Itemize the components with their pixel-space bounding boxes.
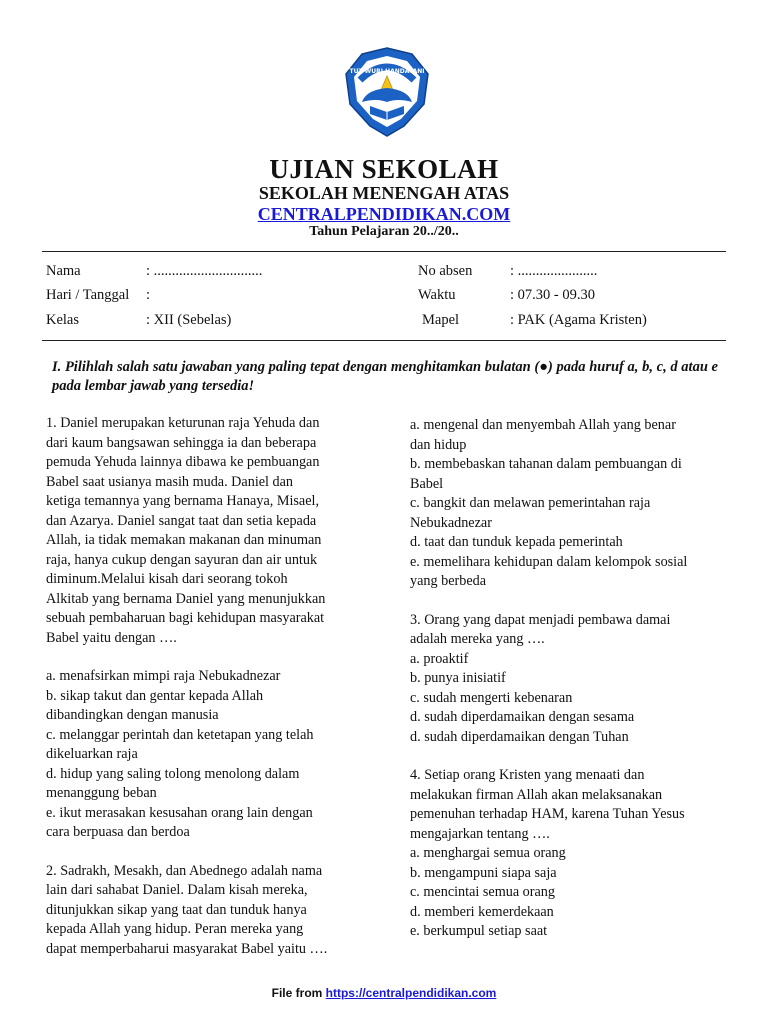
name-label: Nama [46, 263, 81, 279]
spacer [46, 648, 386, 667]
question-line: d. taat dan tunduk kepada pemerintah [410, 534, 623, 550]
subject-value: : PAK (Agama Kristen) [510, 312, 647, 328]
question-line: menanggung beban [46, 785, 157, 801]
question-line: d. sudah diperdamaikan dengan sesama [410, 709, 635, 725]
question-line: Babel saat usianya masih muda. Daniel dan [46, 473, 294, 490]
question-line: c. mencintai semua orang [410, 884, 555, 900]
question-line: Alkitab yang bernama Daniel yang menunjukkan [46, 590, 326, 607]
spacer [46, 843, 386, 862]
name-field[interactable]: : .............................. [146, 263, 263, 279]
question-line: raja, hanya cukup dengan sayuran dan air untuk [46, 551, 318, 568]
question-line: Babel [410, 475, 444, 492]
subject-label: Mapel [422, 312, 460, 328]
question-line: dan hidup [410, 436, 467, 453]
question-line: sebuah pembaharuan bagi kehidupan masyarakat [46, 610, 325, 626]
spacer [410, 747, 740, 766]
question-line: d. sudah diperdamaikan dengan Tuhan [410, 728, 629, 745]
footer-prefix: File from [271, 986, 323, 1000]
question-line: adalah mereka yang …. [410, 631, 545, 647]
spacer [410, 592, 740, 611]
question-line: e. ikut merasakan kesusahan orang lain dengan [46, 804, 313, 821]
question-line: Babel yaitu dengan …. [46, 629, 177, 646]
question-line: a. menafsirkan mimpi raja Nebukadnezar [46, 668, 281, 684]
question-line: 1. Daniel merupakan keturunan raja Yehuda dan [46, 415, 320, 431]
class-value: : XII (Sebelas) [146, 312, 232, 328]
time-value: : 07.30 - 09.30 [510, 287, 595, 303]
school-name: SEKOLAH MENENGAH ATAS [258, 183, 510, 203]
school-logo [342, 46, 432, 138]
question-line: ketiga temannya yang bernama Hanaya, Misael, [46, 493, 319, 509]
question-line: pemenuhan terhadap HAM, karena Tuhan Yesus [410, 806, 685, 822]
question-line: a. proaktif [410, 650, 469, 667]
question-line: yang berbeda [410, 573, 487, 589]
time-label: Waktu [418, 287, 456, 303]
question-line: dapat memperbaharui masyarakat Babel yaitu …. [46, 940, 328, 957]
question-line: Nebukadnezar [410, 514, 492, 531]
question-line: Allah, ia tidak memakan makanan dan minuman [46, 532, 322, 548]
question-line: dibandingkan dengan manusia [46, 707, 219, 723]
question-line: diminum.Melalui kisah dari seorang tokoh [46, 571, 288, 587]
question-line: d. hidup yang saling tolong menolong dalam [46, 765, 300, 782]
question-line: e. berkumpul setiap saat [410, 923, 548, 939]
question-line: cara berpuasa dan berdoa [46, 824, 190, 840]
question-line: pemuda Yehuda lainnya dibawa ke pembuangan [46, 454, 320, 470]
header-rule-bottom [42, 340, 726, 341]
question-line: 3. Orang yang dapat menjadi pembawa damai [410, 611, 671, 628]
question-line: b. punya inisiatif [410, 670, 506, 686]
footer [0, 986, 768, 1000]
question-line: 4. Setiap orang Kristen yang menaati dan [410, 767, 645, 783]
exam-title: UJIAN SEKOLAH [269, 154, 499, 184]
class-label: Kelas [46, 312, 80, 328]
instruction: I. Pilihlah salah satu jawaban yang paling tepat dengan menghitamkan bulatan (●) pada huruf a, b, c, d atau e pada lembar jawab yang tersedia! [52, 359, 718, 394]
absen-field[interactable]: : ...................... [510, 263, 598, 279]
question-line: lain dari sahabat Daniel. Dalam kisah mereka, [46, 882, 308, 898]
date-field[interactable]: : [146, 287, 151, 303]
left-column [46, 414, 386, 959]
question-line: d. memberi kemerdekaan [410, 903, 554, 920]
question-line: a. menghargai semua orang [410, 845, 566, 861]
right-column [410, 416, 740, 942]
question-line: c. sudah mengerti kebenaran [410, 689, 573, 706]
question-line: b. mengampuni siapa saja [410, 864, 557, 881]
academic-year: Tahun Pelajaran 20../20.. [309, 224, 459, 239]
date-label: Hari / Tanggal [46, 287, 130, 303]
question-line: mengajarkan tentang …. [410, 825, 550, 842]
question-line: 2. Sadrakh, Mesakh, dan Abednego adalah nama [46, 862, 323, 879]
site-link[interactable]: CENTRALPENDIDIKAN.COM [257, 204, 511, 224]
question-line: ditunjukkan sikap yang taat dan tunduk hanya [46, 901, 307, 918]
question-line: e. memelihara kehidupan dalam kelompok sosial [410, 553, 688, 570]
question-line: b. sikap takut dan gentar kepada Allah [46, 687, 264, 704]
question-line: b. membebaskan tahanan dalam pembuangan di [410, 456, 682, 472]
question-line: kepada Allah yang hidup. Peran mereka yang [46, 921, 304, 937]
question-line: dikeluarkan raja [46, 746, 138, 762]
question-line: c. bangkit dan melawan pemerintahan raja [410, 495, 651, 511]
absen-label: No absen [418, 263, 473, 279]
question-line: dari kaum bangsawan sehingga ia dan beberapa [46, 434, 317, 451]
question-line: a. mengenal dan menyembah Allah yang benar [410, 417, 676, 433]
footer-link[interactable]: https://centralpendidikan.com [325, 986, 497, 1000]
question-line: melakukan firman Allah akan melaksanakan [410, 786, 663, 803]
logo-motto: TUT WURI HANDAYANI [349, 68, 425, 75]
question-line: c. melanggar perintah dan ketetapan yang telah [46, 726, 314, 743]
question-line: dan Azarya. Daniel sangat taat dan setia kepada [46, 512, 317, 529]
header-rule-top [42, 251, 726, 252]
